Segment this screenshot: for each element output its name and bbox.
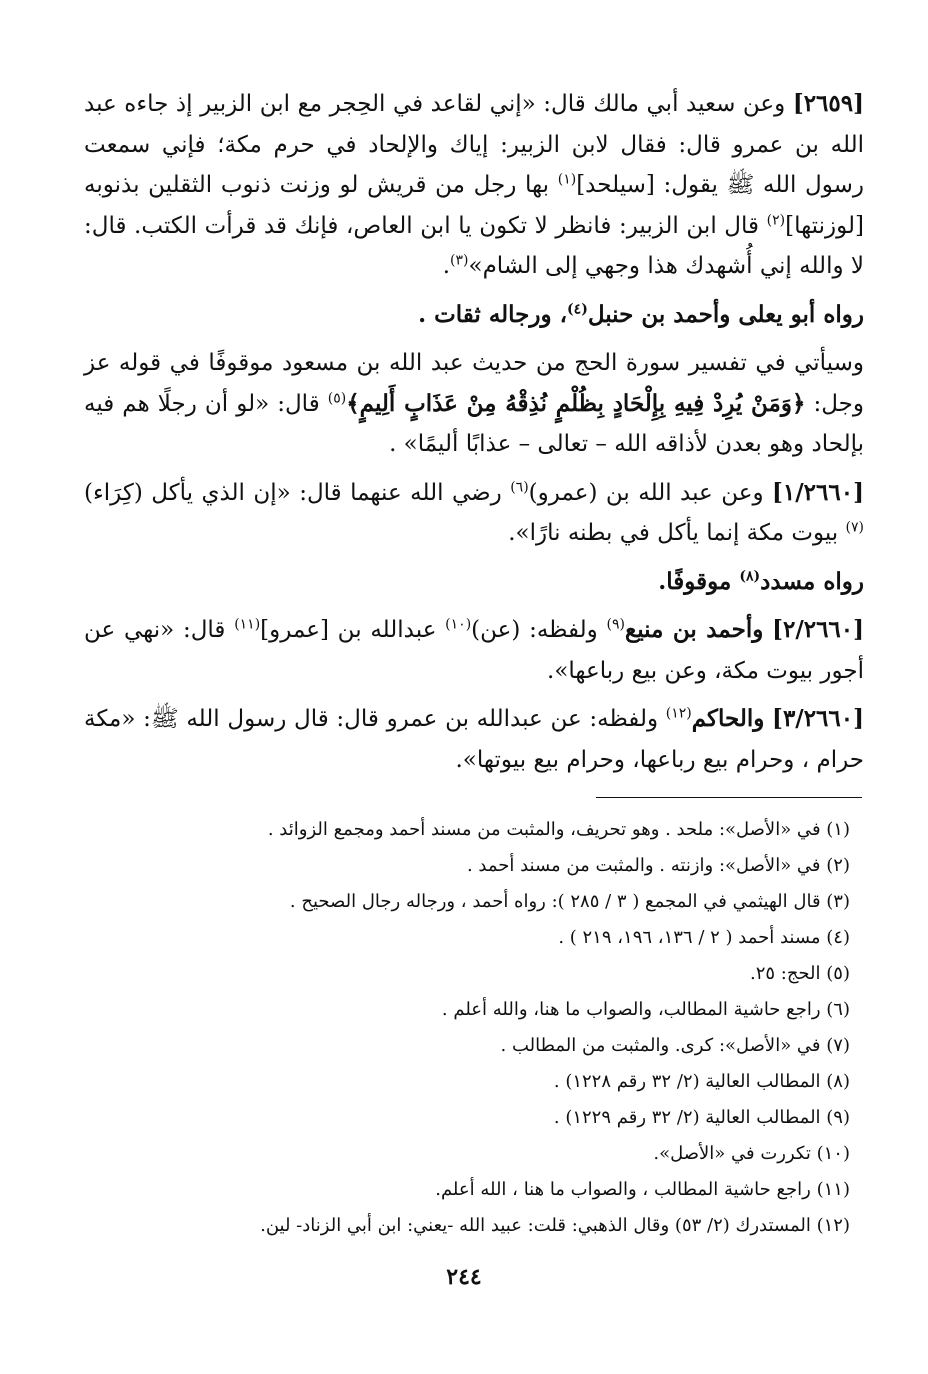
footnote: (١٢) المستدرك (٢/ ٥٣) وقال الذهبي: قلت: عبيد الله -يعني: ابن أبي الزناد- لين.: [260, 1215, 850, 1236]
hadith-2660-1: [84, 473, 864, 554]
main-text: [84, 84, 864, 788]
hadith-number: [٢٦٥٩]: [792, 90, 865, 117]
narration-line: [84, 295, 864, 336]
footnote: (٨) المطالب العالية (٢/ ٣٢ رقم ١٢٢٨) .: [553, 1071, 850, 1092]
footnote: (١١) راجع حاشية المطالب ، والصواب ما هنا ، الله أعلم.: [435, 1179, 850, 1200]
footnote: (٤) مسند أحمد ( ٢ / ١٣٦، ١٩٦، ٢١٩ ) .: [558, 927, 850, 948]
footnote: (١) في «الأصل»: ملحد . وهو تحريف، والمثبت من مسند أحمد ومجمع الزوائد .: [267, 819, 850, 840]
footnote-marker: (٤): [567, 300, 588, 317]
hadith-text: والحاكم: [691, 705, 765, 732]
footnote-marker: (٩): [606, 616, 625, 633]
page-number: ٢٤٤: [446, 1264, 482, 1290]
hadith-number: [٢/٢٦٦٠]: [772, 616, 865, 643]
footnote-marker: (٦): [510, 478, 529, 495]
narration-line: [84, 562, 864, 603]
footnotes: [84, 812, 850, 1244]
note-text: قال: «لو أن رجلًا هم فيه بإلحاد وهو بعدن لأذاقه الله – تعالى – عذابًا أليمًا» .: [84, 390, 864, 457]
hadith-number: [١/٢٦٦٠]: [772, 478, 864, 506]
footnote-marker: (٣): [450, 252, 469, 269]
hadith-2659: [84, 84, 864, 287]
narration-text: رواه مسدد: [760, 567, 864, 595]
footnote-marker: (٢): [766, 211, 786, 228]
hadith-2660-2: [84, 610, 864, 691]
hadith-text: وعن سعيد أبي مالك قال: «إني لقاعد في الحِجر مع ابن الزبير إذ جاءه عبد الله بن عمرو قال: فقال لابن الزبير: إياك والإلحاد في حرم مكة؛ فإني سمعت رسول الله ﷺ يقول: [سيلحد]: [84, 91, 865, 198]
footnote: (٩) المطالب العالية (٢/ ٣٢ رقم ١٢٢٩) .: [553, 1107, 850, 1128]
footnote: (٦) راجع حاشية المطالب، والصواب ما هنا، والله أعلم .: [441, 999, 850, 1020]
hadith-text: رضي الله عنهما قال: «إن الذي يأكل (كِرَاء): [84, 479, 502, 506]
hadith-end: .: [442, 253, 451, 279]
footnote-marker: (١): [557, 171, 577, 188]
footnote: (٢) في «الأصل»: وازنته . والمثبت من مسند أحمد .: [466, 855, 850, 876]
hadith-text: قال: «نهي عن أجور بيوت مكة، وعن بيع رباعها».: [84, 617, 864, 684]
quran-verse: ﴿وَمَنْ يُرِدْ فِيهِ بِإِلْحَادٍ بِظُلْمٍ نُذِقْهُ مِنْ عَذَابٍ أَلِيمٍ﴾: [346, 389, 806, 417]
footnote-marker: (٥): [327, 389, 347, 406]
hadith-text: عبدالله بن [عمرو]: [260, 617, 437, 643]
footnote-marker: (١١): [234, 616, 261, 633]
hadith-text: ولفظه: (عن): [471, 617, 598, 643]
footnote: (٧) في «الأصل»: كرى. والمثبت من المطالب .: [500, 1035, 850, 1056]
narration-text: رواه أبو يعلى وأحمد بن حنبل: [587, 300, 864, 328]
hadith-2660-3: [84, 699, 864, 780]
footnote-marker: (٨): [739, 567, 761, 584]
footnote-marker: (١٢): [665, 705, 692, 722]
hadith-text: وعن عبد الله بن (عمرو): [528, 479, 764, 506]
narration-text: موقوفًا.: [658, 567, 732, 595]
hadith-text: ولفظه: عن عبدالله بن عمرو قال: قال رسول الله ﷺ: «مكة حرام ، وحرام بيع رباعها، وحرام بيع بيوتها».: [84, 706, 864, 773]
hadith-text: بها رجل من قريش لو وزنت ذنوب الثقلين بذنوبه [لوزنتها]: [84, 172, 864, 239]
hadith-text: وأحمد بن منيع: [625, 616, 764, 643]
footnote: (٥) الحج: ٢٥.: [749, 963, 850, 984]
footnote-separator: [596, 797, 862, 798]
note-text: وسيأتي في تفسير سورة الحج من حديث عبد الله بن مسعود موقوفًا في قوله عز وجل:: [84, 350, 864, 417]
footnote: (٣) قال الهيثمي في المجمع ( ٣ / ٢٨٥ ): رواه أحمد ، ورجاله رجال الصحيح .: [289, 891, 850, 912]
footnote: (١٠) تكررت في «الأصل».: [653, 1143, 850, 1164]
footnote-marker: (٧): [845, 519, 864, 536]
hadith-text: قال ابن الزبير: فانظر لا تكون يا ابن العاص، فإنك قد قرأت الكتب. قال: لا والله إني أُشهدك هذا وجهي إلى الشام»: [84, 212, 864, 279]
narration-text: ، ورجاله ثقات .: [418, 300, 568, 328]
hadith-number: [٣/٢٦٦٠]: [772, 705, 864, 732]
hadith-text: بيوت مكة إنما يأكل في بطنه نارًا».: [508, 520, 839, 546]
tafsir-note: [84, 343, 864, 465]
footnote-marker: (١٠): [445, 616, 472, 633]
